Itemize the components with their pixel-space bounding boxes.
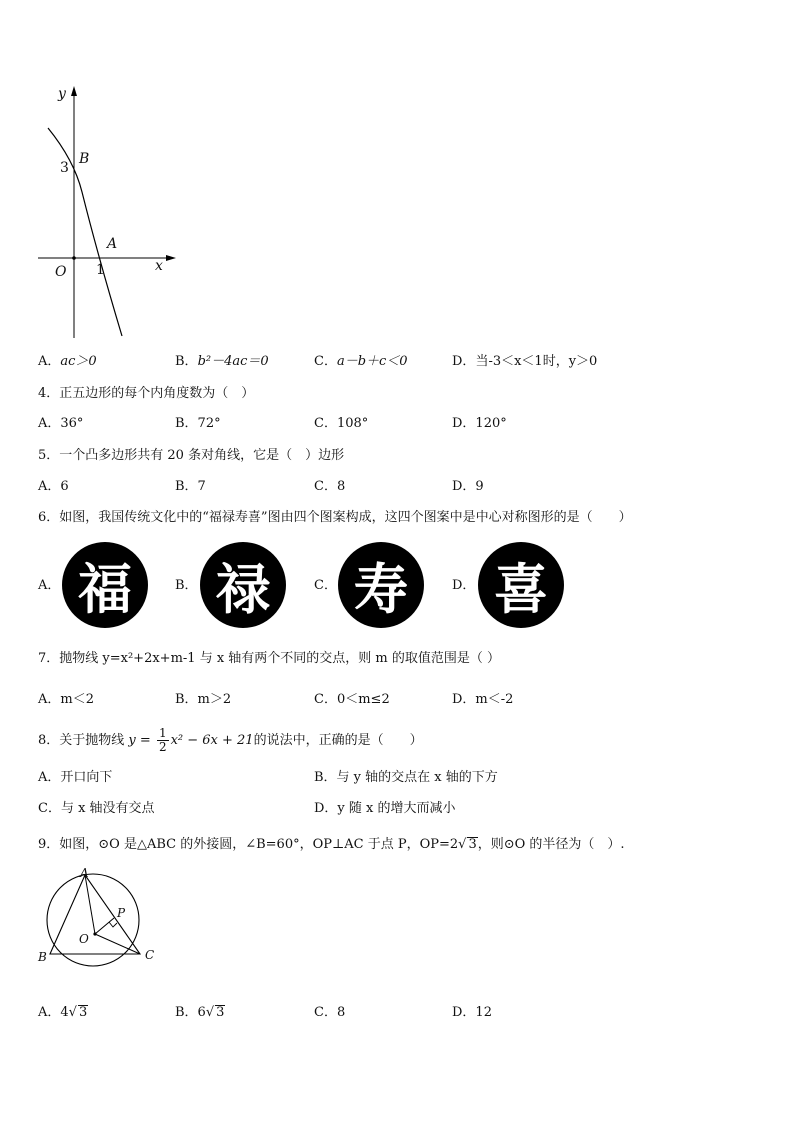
q9-option-a-root: 3: [78, 1005, 88, 1020]
q9-option-b[interactable]: [175, 1005, 225, 1021]
fu-glyph-icon: [62, 542, 148, 628]
q5-option-d[interactable]: D．9: [452, 479, 484, 494]
q4-option-d[interactable]: D．120°: [452, 416, 507, 431]
shou-glyph-icon: [338, 542, 424, 628]
q9-option-b-sqrt-icon: √: [205, 1005, 215, 1020]
q4-option-c[interactable]: C．108°: [314, 416, 369, 431]
q9-stem-prefix: 9．如图，⊙O 是△ABC 的外接圆，∠B=60°，OP⊥AC 于点 P，OP=2: [38, 837, 459, 852]
q3-option-b-prefix: B．: [175, 354, 198, 369]
q3-option-b-expr: b²－4ac＝0: [197, 354, 269, 369]
q8-stem-prefix: 8．关于抛物线: [38, 733, 125, 748]
figure-label-a: A: [80, 866, 89, 880]
q6-option-a[interactable]: A．: [38, 578, 61, 593]
graph-origin-label: O: [55, 264, 67, 280]
q6-option-b[interactable]: B．: [175, 578, 198, 593]
q5-stem: 5．一个凸多边形共有 20 条对角线，它是（ ）边形: [38, 448, 345, 463]
q6-stem: 6．如图，我国传统文化中的“福禄寿喜”图由四个图案构成，这四个图案中是中心对称图形的是（ ）: [38, 510, 632, 525]
figure-label-b: B: [38, 950, 47, 964]
q8-formula-y: y =: [128, 733, 151, 748]
q5-option-c[interactable]: C．8: [314, 479, 346, 494]
q8-option-a[interactable]: A．开口向下: [38, 770, 113, 785]
q4-option-a[interactable]: A．36°: [38, 416, 84, 431]
q7-option-a[interactable]: A．m＜2: [38, 692, 94, 707]
q3-option-d-text: 当-3＜x＜1时，y＞0: [475, 354, 598, 369]
q3-option-c-expr: a－b＋c＜0: [336, 354, 408, 369]
q7-option-c[interactable]: C．0＜m≤2: [314, 692, 390, 707]
q7-option-b[interactable]: B．m＞2: [175, 692, 232, 707]
q9-option-b-root: 3: [216, 1005, 225, 1020]
q9-option-a[interactable]: [38, 1005, 88, 1021]
q3-option-a-prefix: A．: [38, 354, 61, 369]
figure-label-o: O: [79, 932, 89, 946]
parabola-graph: [30, 80, 180, 345]
xi-glyph-icon: [478, 542, 564, 628]
q9-stem: [38, 837, 625, 853]
q8-frac-num: 1: [158, 726, 167, 740]
graph-label-1: 1: [96, 262, 105, 278]
q7-stem: 7．抛物线 y=x²+2x+m-1 与 x 轴有两个不同的交点，则 m 的取值范围是（ ）: [38, 651, 501, 666]
q8-formula-fraction: [157, 727, 169, 754]
q7-option-d[interactable]: D．m＜-2: [452, 692, 514, 707]
q8-stem: [38, 727, 423, 755]
graph-point-b: B: [79, 151, 90, 167]
fu-glyph-char: 福: [78, 556, 132, 621]
q5-option-a[interactable]: A．6: [38, 479, 69, 494]
q3-option-d-prefix: D．: [452, 354, 476, 369]
q8-option-d[interactable]: D．y 随 x 的增大而减小: [314, 801, 456, 816]
xi-glyph-char: 喜: [494, 556, 548, 621]
q3-option-c-prefix: C．: [314, 354, 337, 369]
graph-x-label: x: [155, 258, 163, 274]
q8-formula-rest: x² − 6x + 21: [170, 733, 254, 748]
q9-stem-suffix: ，则⊙O 的半径为（ ）.: [477, 837, 625, 852]
q8-frac-den: 2: [158, 740, 167, 754]
q9-option-c[interactable]: C．8: [314, 1005, 346, 1020]
q8-stem-suffix: 的说法中，正确的是（ ）: [253, 733, 423, 748]
figure-label-p: P: [117, 906, 126, 920]
q3-option-c[interactable]: [314, 354, 408, 370]
q3-option-b[interactable]: [175, 354, 269, 370]
q9-option-a-prefix: A．4: [38, 1005, 69, 1020]
q6-option-d[interactable]: D．: [452, 578, 476, 593]
graph-label-3: 3: [60, 160, 69, 176]
q5-option-b[interactable]: B．7: [175, 479, 206, 494]
lu-glyph-icon: [200, 542, 286, 628]
q4-stem: 4．正五边形的每个内角度数为（ ）: [38, 386, 255, 401]
q9-sqrt-icon: √: [458, 837, 467, 852]
q9-option-d[interactable]: D．12: [452, 1005, 492, 1020]
q3-option-a[interactable]: [38, 354, 97, 370]
shou-glyph-char: 寿: [354, 556, 408, 621]
figure-label-c: C: [145, 948, 155, 962]
q3-option-d[interactable]: [452, 354, 597, 370]
q4-option-b[interactable]: B．72°: [175, 416, 221, 431]
q9-stem-root: 3: [468, 837, 477, 852]
graph-y-label: y: [58, 86, 66, 102]
lu-glyph-char: 禄: [216, 556, 270, 621]
q3-option-a-expr: ac＞0: [60, 354, 97, 369]
graph-point-a: A: [107, 236, 118, 252]
q9-option-b-prefix: B．6: [175, 1005, 206, 1020]
q8-option-c[interactable]: C．与 x 轴没有交点: [38, 801, 155, 816]
q6-option-c[interactable]: C．: [314, 578, 337, 593]
q8-option-b[interactable]: B．与 y 轴的交点在 x 轴的下方: [314, 770, 498, 785]
q9-option-a-sqrt-icon: √: [68, 1005, 77, 1020]
